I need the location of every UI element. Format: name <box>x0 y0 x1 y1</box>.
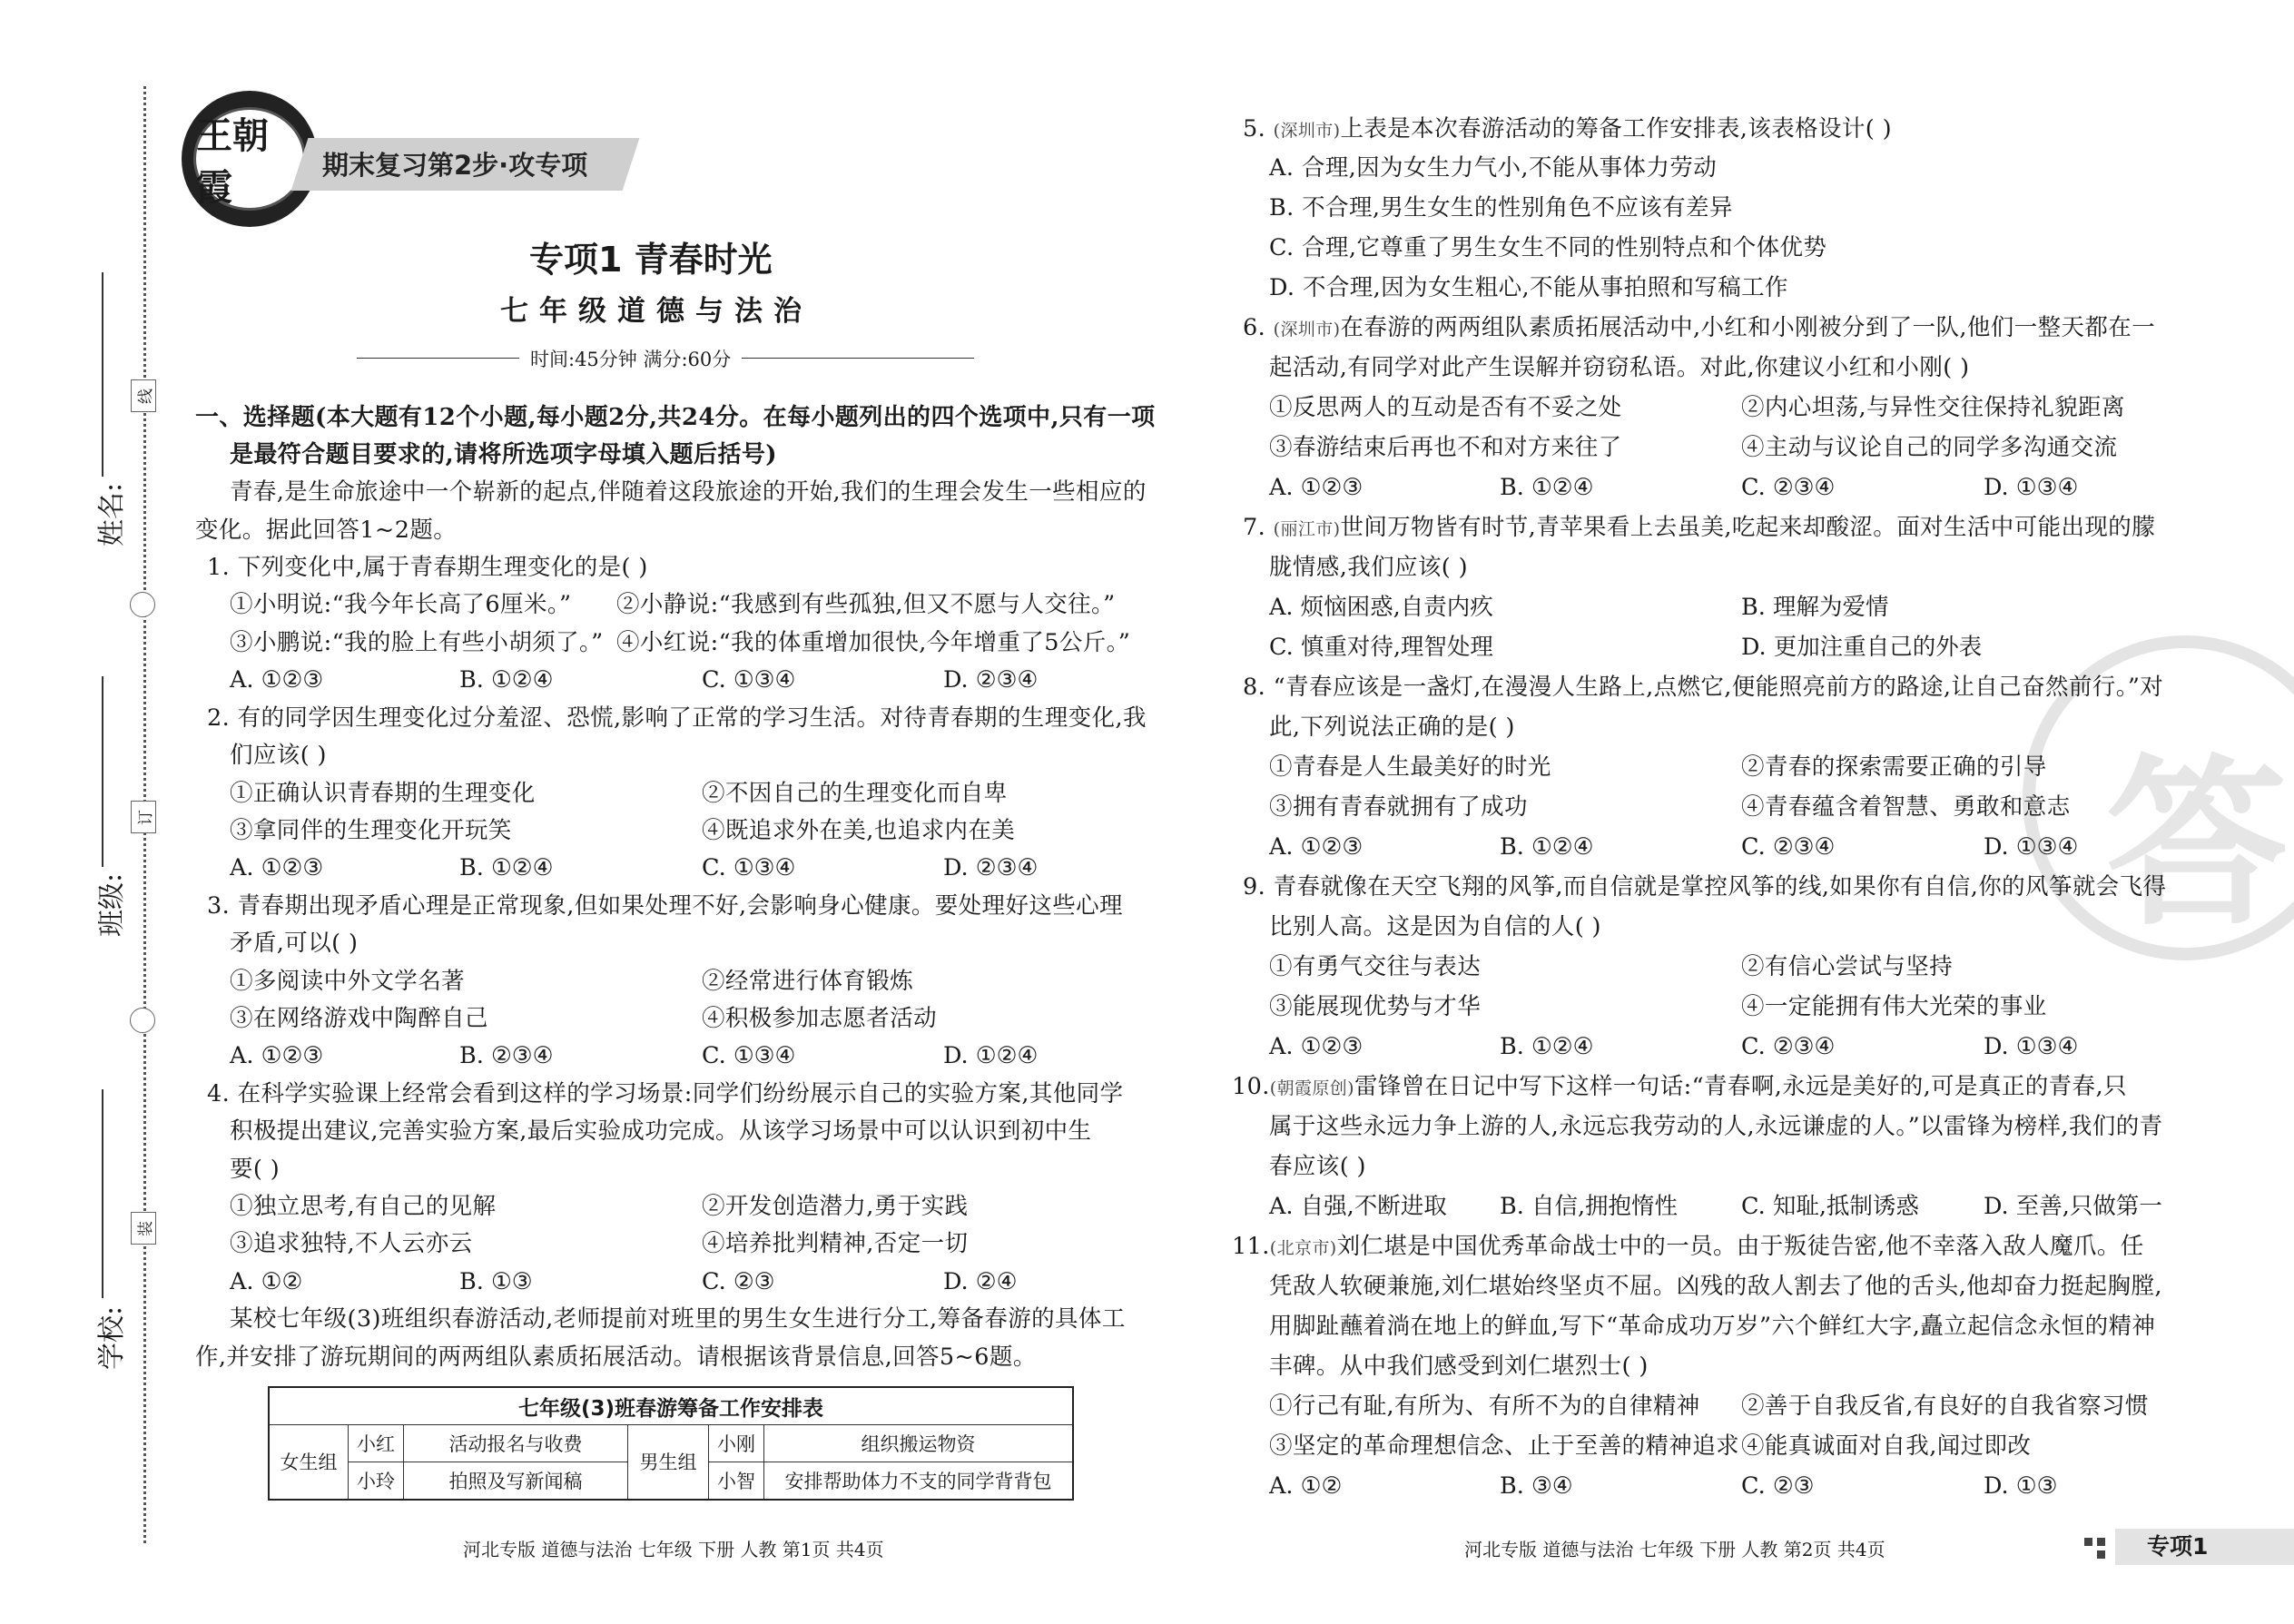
boy-name-cell: 小智 <box>709 1462 764 1500</box>
page-title: 专项1 青春时光 <box>529 240 773 280</box>
q7-option-a[interactable]: A. 烦恼困惑,自责内疚 <box>1269 594 1493 621</box>
q7-option-b[interactable]: B. 理解为爱情 <box>1741 594 1889 621</box>
footer-left: 河北专版 道德与法治 七年级 下册 人教 第1页 共4页 <box>463 1539 884 1560</box>
q11-option-d[interactable]: D. ①③ <box>1984 1472 2058 1500</box>
q7-stem-text: 世间万物皆有时节,青苹果看上去虽美,吃起来却酸涩。面对生活中可能出现的朦 <box>1340 514 2156 541</box>
q10-stem-text: 雷锋曾在日记中写下这样一句话:“青春啊,永远是美好的,可是真正的青春,只 <box>1354 1073 2127 1100</box>
q4-statement-4: ④培养批判精神,否定一切 <box>702 1230 969 1257</box>
table-row <box>269 1425 1073 1462</box>
q1-statement-4: ④小红说:“我的体重增加很快,今年增重了5公斤。” <box>616 629 1131 656</box>
section-heading-2: 是最符合题目要求的,请将所选项字母填入题后括号) <box>230 441 777 468</box>
name-label: 姓名: <box>96 482 129 547</box>
q7-stem-2: 胧情感,我们应该( ) <box>1269 554 1469 581</box>
q11-stem-text: 刘仁堪是中国优秀革命战士中的一员。由于叛徒告密,他不幸落入敌人魔爪。任 <box>1336 1233 2144 1260</box>
q4-statement-3: ③追求独特,不人云亦云 <box>230 1230 473 1257</box>
q11-statement-2: ②善于自我反省,有良好的自我省察习惯 <box>1741 1393 2149 1420</box>
q1-option-d[interactable]: D. ②③④ <box>943 666 1039 694</box>
q2-option-c[interactable]: C. ①③④ <box>702 854 796 881</box>
banner-text: 期末复习第2步·攻专项 <box>322 150 588 181</box>
q5-option-a[interactable]: A. 合理,因为女生力气小,不能从事体力劳动 <box>1269 154 1718 182</box>
class-label: 班级: <box>96 872 129 938</box>
q1-statement-1: ①小明说:“我今年长高了6厘米。” <box>230 591 572 618</box>
q10-source: (朝霞原创) <box>1269 1078 1354 1098</box>
q8-stem: 8. “青春应该是一盏灯,在漫漫人生路上,点燃它,便能照亮前方的路途,让自己奋然前行。”对 <box>1243 674 2164 701</box>
q10-stem <box>1232 1070 2127 1105</box>
q6-statement-4: ④主动与议论自己的同学多沟通交流 <box>1741 434 2118 461</box>
q6-statement-2: ②内心坦荡,与异性交往保持礼貌距离 <box>1741 394 2125 421</box>
q2-statement-4: ④既追求外在美,也追求内在美 <box>702 817 1016 844</box>
q9-option-c[interactable]: C. ②③④ <box>1741 1033 1836 1060</box>
q5-stem <box>1243 113 1892 147</box>
q7-stem <box>1243 511 2155 546</box>
class-field[interactable] <box>102 676 103 867</box>
q6-option-a[interactable]: A. ①②③ <box>1269 474 1364 501</box>
tag-dot <box>2084 1538 2092 1546</box>
q1-stem: 1. 下列变化中,属于青春期生理变化的是( ) <box>207 554 648 581</box>
q11-statement-4: ④能真诚面对自我,闻过即改 <box>1741 1432 2032 1460</box>
q2-statement-1: ①正确认识青春期的生理变化 <box>230 780 536 807</box>
intro2-text-2: 作,并安排了游玩期间的两两组队素质拓展活动。请根据该背景信息,回答5~6题。 <box>195 1343 1037 1371</box>
q9-option-a[interactable]: A. ①②③ <box>1269 1033 1364 1060</box>
watermark-glyph: 答 <box>2106 737 2289 950</box>
tag-dot <box>2097 1550 2105 1559</box>
q5-option-d[interactable]: D. 不合理,因为女生粗心,不能从事拍照和写稿工作 <box>1269 274 1788 301</box>
q8-option-c[interactable]: C. ②③④ <box>1741 833 1836 861</box>
q10-option-c[interactable]: C. 知耻,抵制诱惑 <box>1741 1193 1919 1220</box>
q8-option-b[interactable]: B. ①②④ <box>1500 833 1594 861</box>
q7-number: 7. <box>1243 514 1266 541</box>
q1-option-c[interactable]: C. ①③④ <box>702 666 796 694</box>
girl-task-cell: 拍照及写新闻稿 <box>404 1462 628 1500</box>
q1-option-a[interactable]: A. ①②③ <box>230 666 324 694</box>
footer-right: 河北专版 道德与法治 七年级 下册 人教 第2页 共4页 <box>1464 1539 1885 1560</box>
q11-option-b[interactable]: B. ③④ <box>1500 1472 1573 1500</box>
q9-statement-3: ③能展现优势与才华 <box>1269 993 1482 1020</box>
q4-statement-2: ②开发创造潜力,勇于实践 <box>702 1193 969 1220</box>
q10-stem-3: 春应该( ) <box>1269 1153 1366 1180</box>
q4-option-a[interactable]: A. ①② <box>230 1268 303 1295</box>
q9-stem-2: 比别人高。这是因为自信的人( ) <box>1269 913 1601 940</box>
q11-option-a[interactable]: A. ①② <box>1269 1472 1343 1500</box>
table-title: 七年级(3)班春游筹备工作安排表 <box>269 1387 1073 1425</box>
q6-stem-2: 起活动,有同学对此产生误解并窃窃私语。对此,你建议小红和小刚( ) <box>1269 354 1970 381</box>
school-label: 学校: <box>96 1305 129 1371</box>
q5-option-b[interactable]: B. 不合理,男生女生的性别角色不应该有差异 <box>1269 194 1733 221</box>
q2-statement-2: ②不因自己的生理变化而自卑 <box>702 780 1008 807</box>
section-tag: 专项1 <box>2147 1533 2209 1560</box>
q6-statement-1: ①反思两人的互动是否有不妥之处 <box>1269 394 1622 421</box>
q8-statement-2: ②青春的探索需要正确的引导 <box>1741 753 2047 781</box>
q3-statement-2: ②经常进行体育锻炼 <box>702 968 914 995</box>
q5-number: 5. <box>1243 115 1266 143</box>
q2-statement-3: ③拿同伴的生理变化开玩笑 <box>230 817 512 844</box>
q7-option-c[interactable]: C. 慎重对待,理智处理 <box>1269 634 1493 661</box>
q6-stem-text: 在春游的两两组队素质拓展活动中,小红和小刚被分到了一队,他们一整天都在一 <box>1340 314 2156 341</box>
q4-stem-2: 积极提出建议,完善实验方案,最后实验成功完成。从该学习场景中可以认识到初中生 <box>230 1117 1092 1145</box>
brand-logo-text: 王朝霞 <box>193 107 306 211</box>
q11-source: (北京市) <box>1269 1238 1337 1258</box>
schedule-table <box>268 1386 1074 1501</box>
q1-option-b[interactable]: B. ①②④ <box>459 666 554 694</box>
q10-number: 10. <box>1232 1073 1270 1100</box>
q5-stem-text: 上表是本次春游活动的筹备工作安排表,该表格设计( ) <box>1340 115 1892 143</box>
q8-option-d[interactable]: D. ①③④ <box>1984 833 2079 861</box>
q2-stem-2: 们应该( ) <box>230 742 327 769</box>
q2-option-b[interactable]: B. ①②④ <box>459 854 554 881</box>
q9-stem: 9. 青春就像在天空飞翔的风筝,而自信就是掌控风筝的线,如果你有自信,你的风筝就会飞得 <box>1243 873 2167 901</box>
boy-task-cell: 安排帮助体力不支的同学背背包 <box>764 1462 1074 1500</box>
school-field[interactable] <box>102 1089 103 1298</box>
q3-option-a[interactable]: A. ①②③ <box>230 1042 324 1069</box>
q4-stem-3: 要( ) <box>230 1156 281 1183</box>
boy-name-cell: 小刚 <box>709 1425 764 1462</box>
q8-stem-2: 此,下列说法正确的是( ) <box>1269 714 1515 741</box>
q8-statement-1: ①青春是人生最美好的时光 <box>1269 753 1551 781</box>
q11-number: 11. <box>1232 1233 1270 1260</box>
q6-option-d[interactable]: D. ①③④ <box>1984 474 2079 501</box>
q9-option-b[interactable]: B. ①②④ <box>1500 1033 1594 1060</box>
q9-statement-1: ①有勇气交往与表达 <box>1269 953 1482 980</box>
q3-stem: 3. 青春期出现矛盾心理是正常现象,但如果处理不好,会影响身心健康。要处理好这些心理 <box>207 892 1123 920</box>
q3-option-c[interactable]: C. ①③④ <box>702 1042 796 1069</box>
intro-text: 青春,是生命旅途中一个崭新的起点,伴随着这段旅途的开始,我们的生理会发生一些相应的 <box>230 478 1147 506</box>
q4-option-d[interactable]: D. ②④ <box>943 1268 1018 1295</box>
q3-stem-2: 矛盾,可以( ) <box>230 930 359 957</box>
seal-word-zhuang: 装 <box>131 1212 156 1245</box>
girl-name-cell: 小红 <box>349 1425 404 1462</box>
q6-option-c[interactable]: C. ②③④ <box>1741 474 1836 501</box>
q4-statement-1: ①独立思考,有自己的见解 <box>230 1193 497 1220</box>
section-heading: 一、选择题(本大题有12个小题,每小题2分,共24分。在每小题列出的四个选项中,只有一项 <box>195 404 1156 431</box>
time-info: 时间:45分钟 满分:60分 <box>519 345 742 372</box>
intro-text-2: 变化。据此回答1~2题。 <box>195 517 458 544</box>
q4-stem: 4. 在科学实验课上经常会看到这样的学习场景:同学们纷纷展示自己的实验方案,其他同学 <box>207 1080 1124 1107</box>
q8-statement-4: ④青春蕴含着智慧、勇敢和意志 <box>1741 793 2071 821</box>
q11-statement-1: ①行己有耻,有所为、有所不为的自律精神 <box>1269 1393 1700 1420</box>
q5-option-c[interactable]: C. 合理,它尊重了男生女生不同的性别特点和个体优势 <box>1269 234 1827 261</box>
tag-dot <box>2097 1538 2105 1546</box>
q11-stem-3: 用脚趾蘸着淌在地上的鲜血,写下“革命成功万岁”六个鲜红大字,矗立起信念永恒的精神 <box>1269 1313 2156 1340</box>
seal-word-ding: 订 <box>131 801 156 833</box>
q6-stem <box>1243 311 2155 346</box>
q2-option-a[interactable]: A. ①②③ <box>230 854 324 881</box>
seal-word-xian: 线 <box>131 379 156 412</box>
girl-name-cell: 小玲 <box>349 1462 404 1500</box>
q10-option-d[interactable]: D. 至善,只做第一 <box>1984 1193 2162 1220</box>
girl-group-cell: 女生组 <box>269 1425 349 1500</box>
q3-statement-3: ③在网络游戏中陶醉自己 <box>230 1005 488 1032</box>
q8-statement-3: ③拥有青春就拥有了成功 <box>1269 793 1528 821</box>
q9-option-d[interactable]: D. ①③④ <box>1984 1033 2079 1060</box>
q10-stem-2: 属于这些永远力争上游的人,永远忘我劳动的人,永远谦虚的人。”以雷锋为榜样,我们的青 <box>1269 1113 2163 1140</box>
q3-statement-4: ④积极参加志愿者活动 <box>702 1005 938 1032</box>
q10-option-a[interactable]: A. 自强,不断进取 <box>1269 1193 1447 1220</box>
q11-stem <box>1232 1230 2144 1265</box>
q9-statement-4: ④一定能拥有伟大光荣的事业 <box>1741 993 2047 1020</box>
q3-option-b[interactable]: B. ②③④ <box>459 1042 554 1069</box>
intro2-text: 某校七年级(3)班组织春游活动,老师提前对班里的男生女生进行分工,筹备春游的具体工 <box>230 1305 1126 1333</box>
binding-hole-1 <box>130 592 155 617</box>
q4-option-b[interactable]: B. ①③ <box>459 1268 533 1295</box>
q1-statement-2: ②小静说:“我感到有些孤独,但又不愿与人交往。” <box>616 591 1116 618</box>
q5-source: (深圳市) <box>1273 121 1341 141</box>
girl-task-cell: 活动报名与收费 <box>404 1425 628 1462</box>
q3-option-d[interactable]: D. ①②④ <box>943 1042 1039 1069</box>
q10-option-b[interactable]: B. 自信,拥抱惰性 <box>1500 1193 1679 1220</box>
q6-number: 6. <box>1243 314 1266 341</box>
q6-option-b[interactable]: B. ①②④ <box>1500 474 1594 501</box>
q11-statement-3: ③坚定的革命理想信念、止于至善的精神追求 <box>1269 1432 1740 1460</box>
binding-hole-2 <box>130 1008 155 1033</box>
q9-statement-2: ②有信心尝试与坚持 <box>1741 953 1954 980</box>
q6-statement-3: ③春游结束后再也不和对方来往了 <box>1269 434 1622 461</box>
q3-statement-1: ①多阅读中外文学名著 <box>230 968 466 995</box>
q7-option-d[interactable]: D. 更加注重自己的外表 <box>1741 634 1983 661</box>
q6-source: (深圳市) <box>1273 320 1341 340</box>
q11-stem-2: 凭敌人软硬兼施,刘仁堪始终坚贞不屈。凶残的敌人割去了他的舌头,他却奋力挺起胸膛, <box>1269 1273 2162 1300</box>
q2-stem: 2. 有的同学因生理变化过分羞涩、恐慌,影响了正常的学习生活。对待青春期的生理变化,我 <box>207 704 1147 732</box>
q1-statement-3: ③小鹏说:“我的脸上有些小胡须了。” <box>230 629 604 656</box>
q11-stem-4: 丰碑。从中我们感受到刘仁堪烈士( ) <box>1269 1353 1649 1380</box>
q8-option-a[interactable]: A. ①②③ <box>1269 833 1364 861</box>
page-subtitle: 七年级道德与法治 <box>500 295 812 328</box>
name-field[interactable] <box>102 272 103 477</box>
q4-option-c[interactable]: C. ②③ <box>702 1268 775 1295</box>
boy-group-cell: 男生组 <box>628 1425 709 1500</box>
q7-source: (丽江市) <box>1273 519 1341 539</box>
boy-task-cell: 组织搬运物资 <box>764 1425 1074 1462</box>
q11-option-c[interactable]: C. ②③ <box>1741 1472 1815 1500</box>
q2-option-d[interactable]: D. ②③④ <box>943 854 1039 881</box>
